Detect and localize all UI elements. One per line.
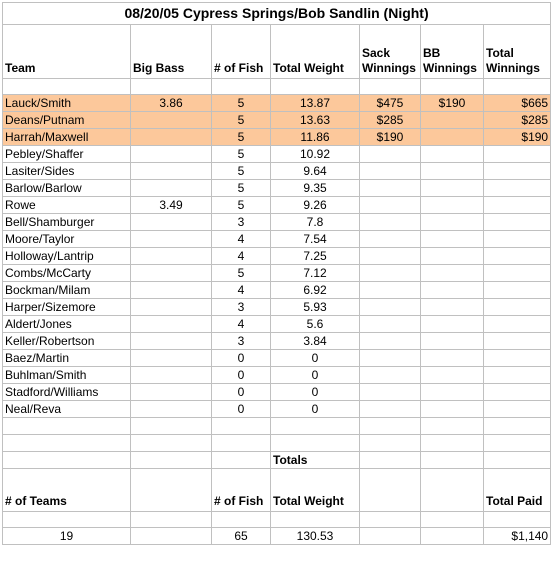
empty-cell[interactable] (212, 79, 271, 95)
total-weight-cell[interactable]: 9.64 (271, 163, 360, 180)
empty-cell[interactable] (3, 418, 131, 435)
sack-winnings-cell[interactable] (360, 214, 421, 231)
empty-cell[interactable] (484, 512, 551, 528)
empty-cell[interactable] (131, 435, 212, 452)
sack-winnings-cell[interactable] (360, 248, 421, 265)
bb-winnings-cell[interactable] (421, 248, 484, 265)
team-cell[interactable]: Aldert/Jones (3, 316, 131, 333)
num-fish-cell[interactable]: 0 (212, 401, 271, 418)
big-bass-cell[interactable] (131, 163, 212, 180)
empty-cell[interactable] (271, 512, 360, 528)
bb-winnings-cell[interactable] (421, 214, 484, 231)
team-cell[interactable]: Lasiter/Sides (3, 163, 131, 180)
num-fish-cell[interactable]: 3 (212, 333, 271, 350)
big-bass-cell[interactable] (131, 146, 212, 163)
empty-cell[interactable] (484, 452, 551, 469)
empty-cell[interactable] (131, 469, 212, 512)
total-winnings-cell[interactable] (484, 214, 551, 231)
total-winnings-cell[interactable] (484, 401, 551, 418)
team-cell[interactable]: Holloway/Lantrip (3, 248, 131, 265)
bb-winnings-cell[interactable] (421, 350, 484, 367)
team-cell[interactable]: Keller/Robertson (3, 333, 131, 350)
sack-winnings-cell[interactable] (360, 282, 421, 299)
team-cell[interactable]: Bockman/Milam (3, 282, 131, 299)
table-row (3, 333, 551, 350)
total-winnings-cell[interactable] (484, 265, 551, 282)
total-weight-cell[interactable]: 0 (271, 350, 360, 367)
team-cell[interactable]: Barlow/Barlow (3, 180, 131, 197)
total-num-teams[interactable]: 19 (3, 528, 131, 545)
team-cell[interactable]: Harrah/Maxwell (3, 129, 131, 146)
num-fish-cell[interactable]: 5 (212, 112, 271, 129)
bb-winnings-cell[interactable] (421, 163, 484, 180)
total-winnings-cell[interactable] (484, 367, 551, 384)
total-weight-cell[interactable]: 5.6 (271, 316, 360, 333)
big-bass-cell[interactable]: 3.86 (131, 95, 212, 112)
num-fish-cell[interactable]: 4 (212, 316, 271, 333)
empty-cell[interactable] (360, 79, 421, 95)
team-cell[interactable]: Stadford/Williams (3, 384, 131, 401)
total-weight-cell[interactable]: 13.87 (271, 95, 360, 112)
total-paid-value[interactable]: $1,140 (484, 528, 551, 545)
team-cell[interactable]: Moore/Taylor (3, 231, 131, 248)
empty-cell[interactable] (484, 418, 551, 435)
total-weight-cell[interactable]: 11.86 (271, 129, 360, 146)
spacer-row (3, 79, 551, 95)
empty-cell[interactable] (212, 435, 271, 452)
table-row (3, 282, 551, 299)
total-weight-cell[interactable]: 7.8 (271, 214, 360, 231)
total-winnings-cell[interactable] (484, 197, 551, 214)
team-cell[interactable]: Lauck/Smith (3, 95, 131, 112)
sack-winnings-cell[interactable] (360, 231, 421, 248)
empty-cell[interactable] (360, 469, 421, 512)
sack-winnings-cell[interactable] (360, 401, 421, 418)
big-bass-cell[interactable] (131, 180, 212, 197)
num-fish-cell[interactable]: 0 (212, 384, 271, 401)
header-team[interactable]: Team (3, 25, 131, 79)
sack-winnings-cell[interactable] (360, 299, 421, 316)
empty-cell[interactable] (3, 435, 131, 452)
empty-cell[interactable] (360, 452, 421, 469)
spacer-row (3, 512, 551, 528)
big-bass-cell[interactable] (131, 248, 212, 265)
total-weight-cell[interactable]: 7.25 (271, 248, 360, 265)
team-cell[interactable]: Combs/McCarty (3, 265, 131, 282)
table-row (3, 384, 551, 401)
total-winnings-cell[interactable] (484, 146, 551, 163)
bb-winnings-cell[interactable] (421, 231, 484, 248)
num-fish-cell[interactable]: 5 (212, 146, 271, 163)
empty-cell[interactable] (131, 528, 212, 545)
empty-cell[interactable] (421, 452, 484, 469)
total-winnings-cell[interactable] (484, 299, 551, 316)
spacer-row (3, 418, 551, 435)
sack-winnings-cell[interactable] (360, 367, 421, 384)
bb-winnings-cell[interactable] (421, 197, 484, 214)
total-weight-cell[interactable]: 0 (271, 367, 360, 384)
sack-winnings-cell[interactable] (360, 163, 421, 180)
num-fish-cell[interactable]: 3 (212, 214, 271, 231)
total-winnings-cell[interactable] (484, 163, 551, 180)
table-row (3, 367, 551, 384)
big-bass-cell[interactable] (131, 367, 212, 384)
total-weight-cell[interactable]: 7.12 (271, 265, 360, 282)
big-bass-cell[interactable] (131, 350, 212, 367)
empty-cell[interactable] (271, 418, 360, 435)
num-fish-cell[interactable]: 5 (212, 265, 271, 282)
big-bass-cell[interactable] (131, 401, 212, 418)
table-row (3, 265, 551, 282)
bb-winnings-cell[interactable] (421, 129, 484, 146)
total-winnings-cell[interactable]: $190 (484, 129, 551, 146)
sack-winnings-cell[interactable]: $190 (360, 129, 421, 146)
totals-header-total-weight[interactable]: Total Weight (271, 469, 360, 512)
total-weight-cell[interactable]: 7.54 (271, 231, 360, 248)
sack-winnings-cell[interactable] (360, 350, 421, 367)
big-bass-cell[interactable] (131, 112, 212, 129)
empty-cell[interactable] (421, 512, 484, 528)
team-cell[interactable]: Neal/Reva (3, 401, 131, 418)
empty-cell[interactable] (421, 79, 484, 95)
num-fish-cell[interactable]: 5 (212, 129, 271, 146)
table-row (3, 112, 551, 129)
num-fish-cell[interactable]: 0 (212, 367, 271, 384)
totals-value-row (3, 528, 551, 545)
total-winnings-cell[interactable] (484, 316, 551, 333)
table-row (3, 231, 551, 248)
empty-cell[interactable] (3, 79, 131, 95)
empty-cell[interactable] (131, 79, 212, 95)
empty-cell[interactable] (360, 528, 421, 545)
total-weight-cell[interactable]: 9.26 (271, 197, 360, 214)
total-weight-cell[interactable]: 13.63 (271, 112, 360, 129)
empty-cell[interactable] (212, 418, 271, 435)
results-sheet (2, 2, 551, 545)
table-row (3, 163, 551, 180)
sack-winnings-cell[interactable]: $475 (360, 95, 421, 112)
empty-cell[interactable] (421, 435, 484, 452)
totals-header-row (3, 469, 551, 512)
bb-winnings-cell[interactable] (421, 282, 484, 299)
total-winnings-cell[interactable]: $665 (484, 95, 551, 112)
bb-winnings-cell[interactable]: $190 (421, 95, 484, 112)
empty-cell[interactable] (271, 79, 360, 95)
table-row (3, 350, 551, 367)
sheet-title[interactable]: 08/20/05 Cypress Springs/Bob Sandlin (Night) (3, 3, 551, 25)
big-bass-cell[interactable] (131, 231, 212, 248)
team-cell[interactable]: Pebley/Shaffer (3, 146, 131, 163)
bb-winnings-cell[interactable] (421, 299, 484, 316)
big-bass-cell[interactable] (131, 384, 212, 401)
empty-cell[interactable] (212, 452, 271, 469)
table-row (3, 197, 551, 214)
num-fish-cell[interactable]: 4 (212, 282, 271, 299)
team-cell[interactable]: Buhlman/Smith (3, 367, 131, 384)
bb-winnings-cell[interactable] (421, 384, 484, 401)
big-bass-cell[interactable]: 3.49 (131, 197, 212, 214)
bb-winnings-cell[interactable] (421, 333, 484, 350)
table-row (3, 248, 551, 265)
sack-winnings-cell[interactable] (360, 384, 421, 401)
team-cell[interactable]: Harper/Sizemore (3, 299, 131, 316)
spacer-row (3, 435, 551, 452)
sack-winnings-cell[interactable] (360, 265, 421, 282)
totals-label[interactable]: Totals (271, 452, 360, 469)
header-total-winnings[interactable]: Total Winnings (484, 25, 551, 79)
table-row (3, 214, 551, 231)
bb-winnings-cell[interactable] (421, 316, 484, 333)
bb-winnings-cell[interactable] (421, 146, 484, 163)
table-row (3, 401, 551, 418)
total-winnings-cell[interactable] (484, 350, 551, 367)
total-winnings-cell[interactable] (484, 248, 551, 265)
total-weight-value[interactable]: 130.53 (271, 528, 360, 545)
sack-winnings-cell[interactable] (360, 146, 421, 163)
empty-cell[interactable] (131, 512, 212, 528)
empty-cell[interactable] (484, 79, 551, 95)
table-row (3, 95, 551, 112)
table-row (3, 129, 551, 146)
table-row (3, 180, 551, 197)
team-cell[interactable]: Baez/Martin (3, 350, 131, 367)
big-bass-cell[interactable] (131, 282, 212, 299)
total-winnings-cell[interactable] (484, 384, 551, 401)
total-winnings-cell[interactable] (484, 231, 551, 248)
empty-cell[interactable] (131, 452, 212, 469)
total-winnings-cell[interactable] (484, 333, 551, 350)
team-cell[interactable]: Rowe (3, 197, 131, 214)
empty-cell[interactable] (360, 418, 421, 435)
totals-label-row (3, 452, 551, 469)
totals-header-num-fish[interactable]: # of Fish (212, 469, 271, 512)
big-bass-cell[interactable] (131, 316, 212, 333)
big-bass-cell[interactable] (131, 129, 212, 146)
bb-winnings-cell[interactable] (421, 112, 484, 129)
total-weight-cell[interactable]: 0 (271, 401, 360, 418)
total-weight-cell[interactable]: 10.92 (271, 146, 360, 163)
header-sack-winnings[interactable]: Sack Winnings (360, 25, 421, 79)
num-fish-cell[interactable]: 5 (212, 180, 271, 197)
total-winnings-cell[interactable]: $285 (484, 112, 551, 129)
total-winnings-cell[interactable] (484, 282, 551, 299)
sack-winnings-cell[interactable] (360, 180, 421, 197)
header-big-bass[interactable]: Big Bass (131, 25, 212, 79)
num-fish-cell[interactable]: 0 (212, 350, 271, 367)
table-row (3, 146, 551, 163)
num-fish-cell[interactable]: 4 (212, 231, 271, 248)
bb-winnings-cell[interactable] (421, 265, 484, 282)
empty-cell[interactable] (212, 512, 271, 528)
bb-winnings-cell[interactable] (421, 367, 484, 384)
total-weight-cell[interactable]: 9.35 (271, 180, 360, 197)
totals-header-total-paid[interactable]: Total Paid (484, 469, 551, 512)
bb-winnings-cell[interactable] (421, 180, 484, 197)
empty-cell[interactable] (484, 435, 551, 452)
total-weight-cell[interactable]: 5.93 (271, 299, 360, 316)
empty-cell[interactable] (360, 512, 421, 528)
header-bb-winnings[interactable]: BB Winnings (421, 25, 484, 79)
big-bass-cell[interactable] (131, 214, 212, 231)
team-cell[interactable]: Deans/Putnam (3, 112, 131, 129)
table-row (3, 316, 551, 333)
empty-cell[interactable] (271, 435, 360, 452)
sack-winnings-cell[interactable] (360, 316, 421, 333)
sack-winnings-cell[interactable] (360, 197, 421, 214)
total-num-fish[interactable]: 65 (212, 528, 271, 545)
empty-cell[interactable] (3, 512, 131, 528)
column-header-row (3, 25, 551, 79)
team-cell[interactable]: Bell/Shamburger (3, 214, 131, 231)
num-fish-cell[interactable]: 5 (212, 95, 271, 112)
bb-winnings-cell[interactable] (421, 401, 484, 418)
total-weight-cell[interactable]: 6.92 (271, 282, 360, 299)
header-total-weight[interactable]: Total Weight (271, 25, 360, 79)
totals-header-num-teams[interactable]: # of Teams (3, 469, 131, 512)
num-fish-cell[interactable]: 4 (212, 248, 271, 265)
total-weight-cell[interactable]: 0 (271, 384, 360, 401)
empty-cell[interactable] (360, 435, 421, 452)
empty-cell[interactable] (421, 418, 484, 435)
sack-winnings-cell[interactable] (360, 333, 421, 350)
big-bass-cell[interactable] (131, 299, 212, 316)
num-fish-cell[interactable]: 5 (212, 197, 271, 214)
num-fish-cell[interactable]: 3 (212, 299, 271, 316)
big-bass-cell[interactable] (131, 265, 212, 282)
empty-cell[interactable] (131, 418, 212, 435)
num-fish-cell[interactable]: 5 (212, 163, 271, 180)
empty-cell[interactable] (3, 452, 131, 469)
big-bass-cell[interactable] (131, 333, 212, 350)
sack-winnings-cell[interactable]: $285 (360, 112, 421, 129)
total-winnings-cell[interactable] (484, 180, 551, 197)
empty-cell[interactable] (421, 528, 484, 545)
empty-cell[interactable] (421, 469, 484, 512)
total-weight-cell[interactable]: 3.84 (271, 333, 360, 350)
header-num-fish[interactable]: # of Fish (212, 25, 271, 79)
table-row (3, 299, 551, 316)
